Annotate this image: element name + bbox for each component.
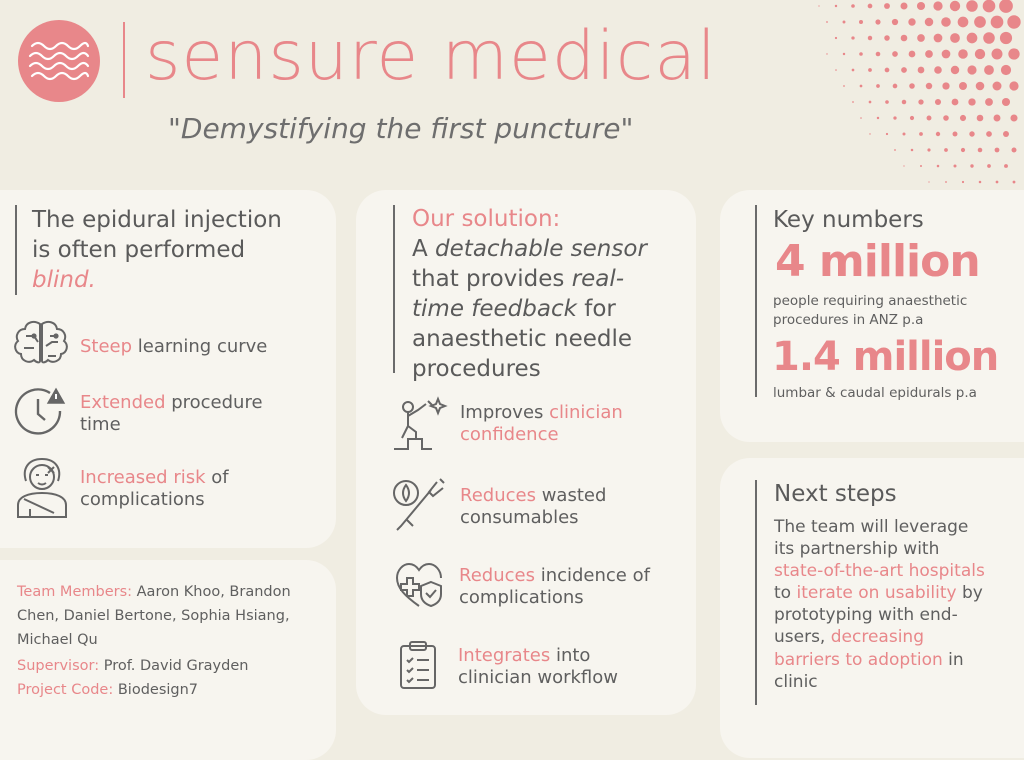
solution-emphasis: detachable sensor xyxy=(435,236,647,262)
logo-separator xyxy=(123,22,125,98)
next-steps-highlight: iterate on usability xyxy=(796,583,957,604)
next-steps-highlight: state-of-the-art hospitals xyxy=(774,561,985,582)
next-steps-body xyxy=(774,516,988,693)
brand-name: sensure medical xyxy=(145,17,717,96)
stat2-description: lumbar & caudal epidurals p.a xyxy=(773,385,977,401)
team-members-value: Aaron Khoo, Brandon Chen, Daniel Bertone, Sophia Hsiang, Michael Qu xyxy=(17,584,291,648)
solution-item-highlight: Reduces xyxy=(460,485,536,506)
problem-item-risk xyxy=(14,455,314,523)
solution-text: for anaesthetic needle procedures xyxy=(412,296,633,382)
problem-item-highlight: Extended xyxy=(80,392,166,413)
problem-item-rest: of complications xyxy=(80,467,229,510)
solution-item-lead: Improves xyxy=(460,402,550,423)
supervisor xyxy=(17,654,329,678)
solution-item-trail: into clinician workflow xyxy=(458,645,618,688)
key-numbers-accent-bar xyxy=(755,205,757,397)
brain-icon xyxy=(12,318,70,376)
project-code-label: Project Code: xyxy=(17,682,114,698)
next-steps-heading: Next steps xyxy=(774,481,897,507)
stat2-value: 1.4 million xyxy=(772,334,999,380)
team-members-label: Team Members: xyxy=(17,584,133,600)
solution-item-highlight: Reduces xyxy=(459,565,535,586)
problem-item-rest: learning curve xyxy=(132,336,268,357)
solution-emphasis: real-time feedback xyxy=(412,266,625,322)
halftone-dots-decoration xyxy=(760,0,1024,190)
stat1-description: people requiring anaesthetic procedures in ANZ p.a xyxy=(773,293,968,328)
supervisor-label: Supervisor: xyxy=(17,658,100,674)
solution-text: A xyxy=(412,236,436,262)
stat1-value: 4 million xyxy=(775,236,980,287)
solution-item-highlight: clinician confidence xyxy=(460,402,623,445)
problem-heading-emphasis: blind. xyxy=(32,267,96,293)
next-steps-text: The team will leverage its partnership with xyxy=(774,517,969,560)
solution-item-text xyxy=(460,402,660,446)
syringe-icon xyxy=(390,475,448,539)
tagline: "Demystifying the first puncture" xyxy=(168,112,634,145)
solution-item-text xyxy=(460,485,660,529)
next-steps-text: in clinic xyxy=(774,649,964,692)
problem-item-highlight: Steep xyxy=(80,336,133,357)
problem-item-text xyxy=(80,336,267,358)
clipboard-icon xyxy=(398,640,438,694)
solution-item-confidence xyxy=(390,393,680,455)
solution-accent-bar xyxy=(393,205,395,373)
solution-item-workflow xyxy=(398,640,688,694)
solution-item-trail: incidence of complications xyxy=(459,565,650,608)
problem-heading xyxy=(32,205,332,295)
team-members xyxy=(17,580,329,652)
solution-description xyxy=(412,204,674,384)
next-steps-text: to xyxy=(774,583,797,604)
climbing-person-icon xyxy=(390,393,448,455)
team-info xyxy=(17,580,329,702)
injured-patient-icon xyxy=(14,455,70,523)
next-steps-text: by prototyping with end-users, xyxy=(774,583,983,648)
next-steps-accent-bar xyxy=(755,480,757,705)
solution-item-text xyxy=(458,645,658,689)
problem-heading-line2: is often performed xyxy=(32,237,246,263)
problem-heading-line1: The epidural injection xyxy=(32,207,282,233)
problem-item-text xyxy=(80,467,290,511)
solution-item-highlight: Integrates xyxy=(458,645,551,666)
solution-text: that provides xyxy=(412,266,572,292)
solution-label: Our solution: xyxy=(412,206,561,232)
clock-warning-icon xyxy=(14,385,70,443)
solution-item-trail: wasted consumables xyxy=(460,485,607,528)
project-code xyxy=(17,678,329,702)
supervisor-value: Prof. David Grayden xyxy=(99,658,249,674)
problem-item-highlight: Increased risk xyxy=(80,467,206,488)
problem-item-procedure-time xyxy=(14,385,314,443)
problem-accent-bar xyxy=(15,205,17,295)
problem-item-learning-curve xyxy=(12,318,312,376)
project-code-value: Biodesign7 xyxy=(113,682,199,698)
logo-waves-icon xyxy=(18,20,100,102)
problem-item-text xyxy=(80,392,290,436)
solution-item-text xyxy=(459,565,659,609)
next-steps-highlight: decreasing barriers to adoption xyxy=(774,627,943,670)
heart-shield-icon xyxy=(393,560,445,614)
solution-item-complications xyxy=(393,560,683,614)
key-numbers-heading: Key numbers xyxy=(773,207,924,233)
solution-item-consumables xyxy=(390,475,680,539)
problem-item-rest: procedure time xyxy=(80,392,263,435)
